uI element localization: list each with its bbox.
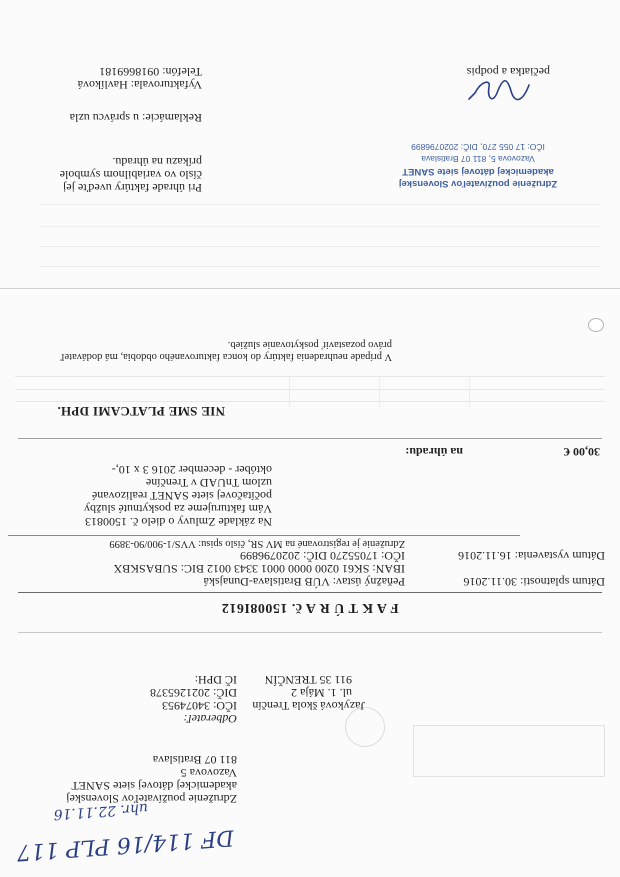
ghost-text-3 [40, 226, 600, 227]
bank-block [10, 537, 405, 588]
invoice-title: F A K T Ú R A č. 15008I612 [221, 600, 399, 615]
due-date: Dátum splatnosti: 30.11.2016 [463, 575, 605, 589]
termination-line-1: V prípade neuhradenia faktúry do konca fakturovaného obdobia, má dodávateľ [60, 351, 392, 362]
termination-line-2: právo pozastaviť poskytovanie služieb. [227, 339, 392, 350]
issuer-block [12, 65, 202, 91]
ghost-grid-2 [15, 389, 605, 390]
stamp-line-1: Združenie používateľov Slovenskej [398, 178, 558, 189]
supplier-ids: IČO: 17055270 DIČ: 2020796899 [240, 549, 405, 563]
buyer-ids [97, 673, 237, 712]
buyer-name: Jazyková škola Trenčín [252, 699, 365, 713]
stamp-sign-label: pečiatka a podpis [466, 65, 550, 79]
supplier-city: 811 07 Bratislava [152, 753, 237, 767]
buyer-address [240, 673, 410, 712]
bank-rule [8, 535, 520, 536]
handwritten-ref: DF 114/16 PLP 117 [15, 824, 235, 865]
payment-line-2: číslo vo variabilnom symbole [59, 168, 202, 182]
stamp-line-4: IČO: 17 055 270, DIČ: 2020796899 [411, 142, 545, 152]
bank-name: Peňažný ústav: VÚB Bratislava-Dunajská [203, 575, 405, 589]
termination-note [7, 338, 392, 362]
buyer-ico: IČO: 34074953 [162, 699, 237, 713]
company-stamp [398, 141, 558, 189]
ghost-grid-1 [15, 401, 605, 402]
supplier-block [12, 753, 237, 805]
issuer-phone: Telefón: 0918669181 [99, 65, 202, 79]
ghost-text-2 [40, 246, 600, 247]
ghost-col-1 [469, 375, 470, 407]
signature-stroke [469, 81, 529, 100]
stamp-line-3: Vazovova 5, 811 07 Bratislava [421, 154, 535, 164]
complaints: Reklamácie: u správcu uzla [69, 111, 202, 125]
vat-status: NIE SME PLATCAMI DPH. [57, 404, 225, 419]
item-line-1: Na základe Zmluvy o dielo č. 1500813 [85, 515, 272, 529]
title-rule-top [18, 632, 602, 633]
ghost-form-frame [413, 725, 605, 777]
payment-line-3: príkazu na úhradu. [112, 155, 202, 169]
item-line-2: Vám fakturujeme za poskytnuté služby [84, 502, 272, 516]
ghost-col-3 [289, 375, 290, 407]
stamp-line-2: akademickej dátovej siete SANET [402, 166, 554, 177]
to-pay-label: na úhradu: [405, 445, 463, 459]
ghost-text-1 [40, 266, 600, 267]
issuer-made-by: Vyfakturovala: Havlíková [77, 78, 202, 92]
supplier-street: Vazovova 5 [180, 766, 237, 780]
punch-hole-top [588, 318, 604, 332]
payment-line-1: Pri úhrade faktúry uveďte jej [62, 181, 202, 195]
bank-iban: IBAN: SK61 0200 0000 0001 3343 0012 BIC: SUBASKBX [113, 562, 405, 576]
supplier-name-1: Združenie používateľov Slovenskej [66, 792, 237, 806]
item-line-3: počítačovej siete SANET realizované [91, 489, 272, 503]
registration-note: Združenie je registrované na MV SR, číslo spisu: VVS/1-900/90-3899 [109, 538, 405, 549]
item-period: október - december 2016 3 x 10,- [111, 463, 272, 477]
buyer-icdph: IČ DPH: [194, 673, 237, 687]
buyer-dic: DIČ: 2021265378 [150, 686, 237, 700]
total-rule [18, 438, 602, 439]
ghost-col-2 [379, 375, 380, 407]
issue-date: Dátum vystavenia: 16.11.2016 [458, 549, 605, 563]
items-block [10, 463, 272, 528]
ghost-text-4 [40, 204, 600, 205]
ghost-grid-3 [15, 376, 605, 377]
payment-instruction [12, 155, 202, 194]
ghost-seal [345, 707, 385, 747]
title-rule-bottom [18, 592, 602, 593]
supplier-name-2: akademickej dátovej siete SANET [71, 779, 237, 793]
handwritten-date: uhr. 22.11.16 [53, 799, 149, 823]
buyer-street: ul. 1. Mája 2 [291, 686, 352, 700]
item-line-4: uzlom TnUAD v Trenčíne [145, 476, 272, 490]
buyer-label: Odberateľ: [183, 712, 237, 726]
to-pay-value: 30,00 € [564, 445, 600, 459]
fold-line [0, 288, 620, 289]
buyer-city: 911 35 TRENČÍN [264, 673, 352, 687]
